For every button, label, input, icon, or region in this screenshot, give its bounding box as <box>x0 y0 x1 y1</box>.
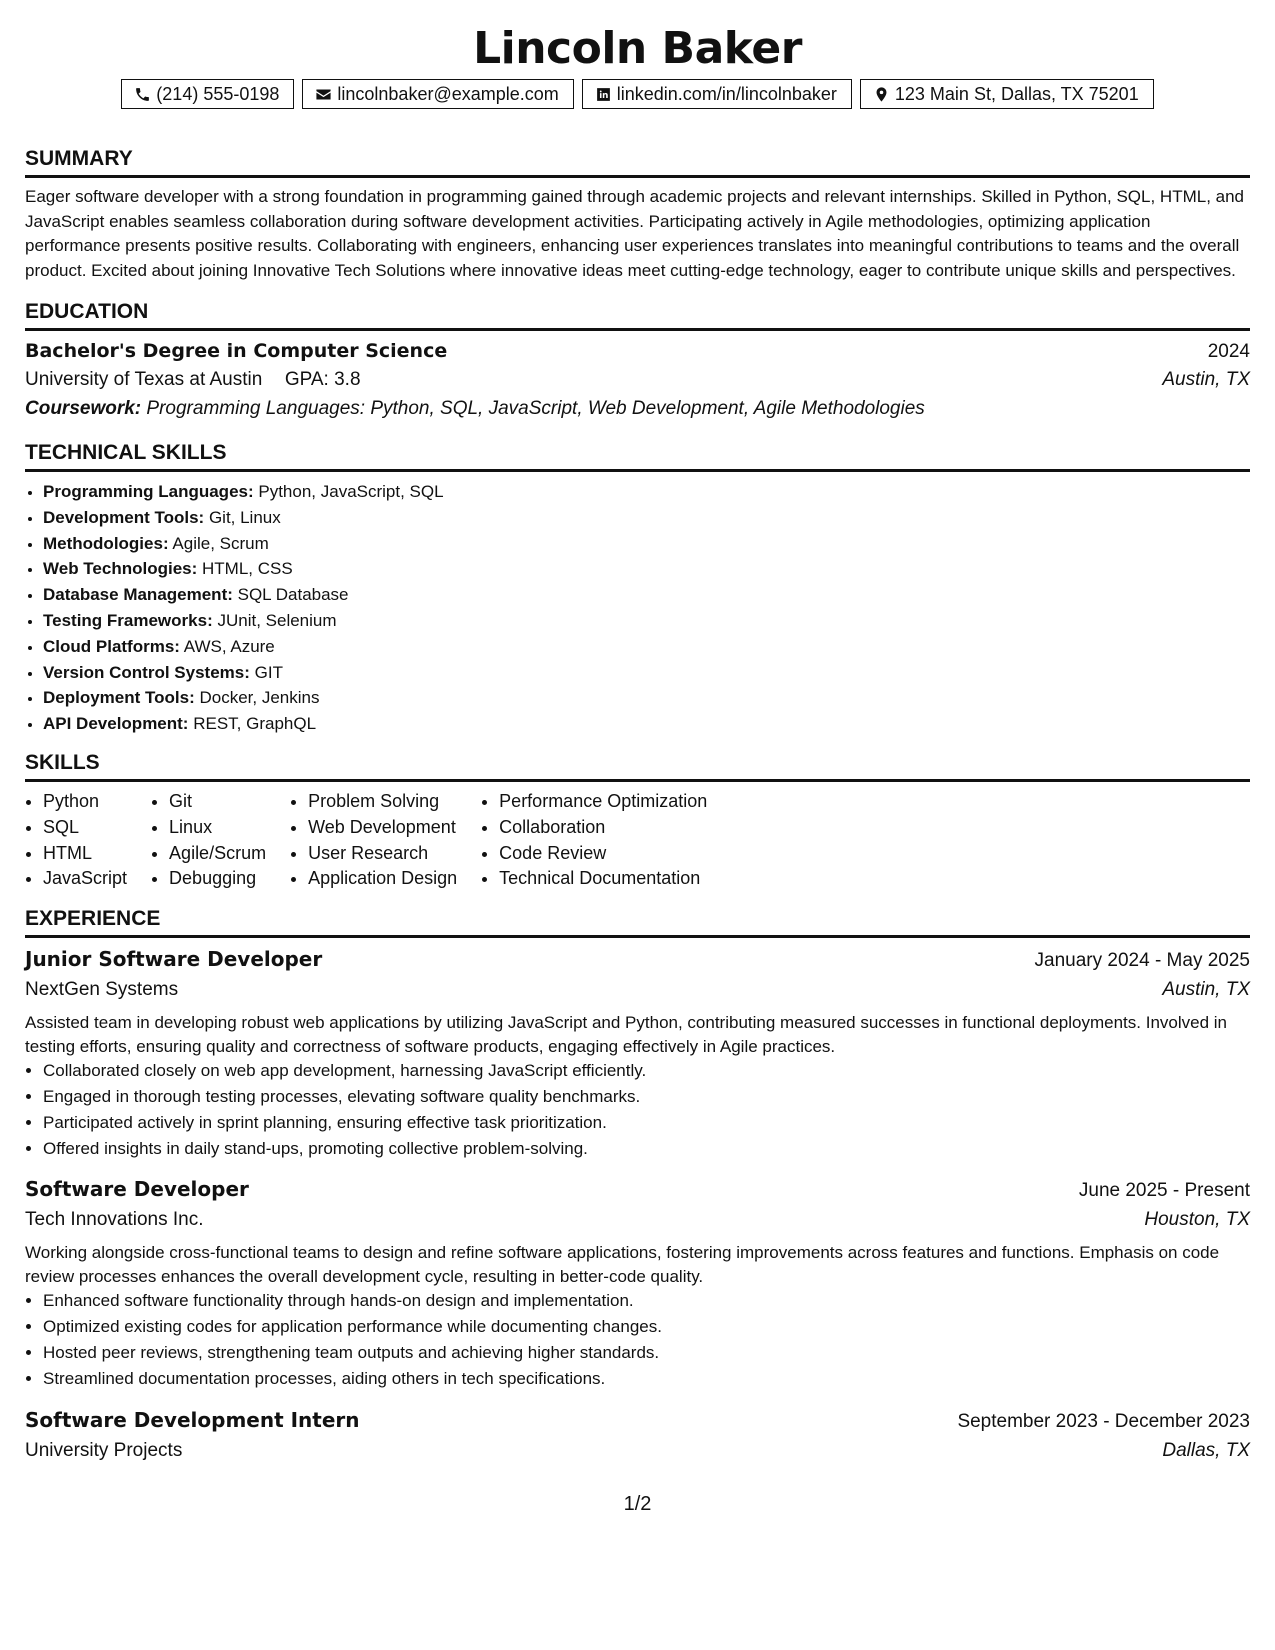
technical-skills-list <box>25 479 1250 737</box>
list-item: • User Research <box>308 841 457 867</box>
summary-section <box>25 146 1250 283</box>
candidate-name: Lincoln Baker <box>473 23 802 74</box>
school-location: Austin, TX <box>1162 369 1250 390</box>
job-entry <box>25 945 1250 1161</box>
list-item: • Agile/Scrum <box>169 841 266 867</box>
list-item: • Streamlined documentation processes, aiding others in tech specifications. <box>43 1366 1250 1392</box>
gpa: GPA: 3.8 <box>284 369 361 390</box>
coursework-label: Coursework: <box>25 398 142 419</box>
list-item: • Code Review <box>499 841 707 867</box>
list-item: • Database Management: SQL Database <box>43 582 1250 608</box>
job-location: Houston, TX <box>1144 1209 1250 1231</box>
list-item: • Participated actively in sprint planning, ensuring effective task prioritization. <box>43 1110 1250 1136</box>
linkedin-text: linkedin.com/in/lincolnbaker <box>616 83 837 104</box>
list-item: • Linux <box>169 815 266 841</box>
contact-phone[interactable] <box>121 79 294 109</box>
list-item: • JavaScript <box>43 866 127 892</box>
job-entry <box>25 1175 1250 1391</box>
company-name: University Projects <box>25 1439 183 1461</box>
contact-linkedin[interactable] <box>582 79 852 109</box>
list-item: • Offered insights in daily stand-ups, promoting collective problem-solving. <box>43 1136 1250 1162</box>
contact-email[interactable] <box>302 79 573 109</box>
skills-column-3 <box>290 789 457 892</box>
summary-heading: SUMMARY <box>25 146 1250 178</box>
list-item: • Hosted peer reviews, strengthening team outputs and achieving higher standards. <box>43 1340 1250 1366</box>
job-location: Dallas, TX <box>1162 1439 1250 1461</box>
job-description: Assisted team in developing robust web applications by utilizing JavaScript and Python, contributing measured successes in functional deployments. Involved in testing efforts, ensuring quality and correctness of software products, engaging effectively in Agile practices. <box>25 1013 1228 1056</box>
phone-text: (214) 555-0198 <box>156 83 280 104</box>
page-number: 1/2 <box>623 1493 652 1515</box>
company-name: NextGen Systems <box>25 979 179 1001</box>
phone-icon <box>134 86 151 103</box>
job-bullets <box>25 1288 1250 1391</box>
list-item: • Version Control Systems: GIT <box>43 660 1250 686</box>
education-section <box>25 299 1250 423</box>
job-description: Working alongside cross-functional teams to design and refine software applications, fostering improvements across features and functions. Emphasis on code review processes enhances the overall development cycle, resulting in better-code quality. <box>25 1243 1220 1286</box>
skills-column-1 <box>25 789 127 892</box>
job-dates: September 2023 - December 2023 <box>957 1410 1250 1432</box>
technical-skills-section <box>25 440 1250 737</box>
list-item: • Methodologies: Agile, Scrum <box>43 531 1250 557</box>
address-text: 123 Main St, Dallas, TX 75201 <box>894 83 1139 104</box>
list-item: • Git <box>169 789 266 815</box>
job-title: Software Development Intern <box>25 1407 360 1432</box>
list-item: • API Development: REST, GraphQL <box>43 711 1250 737</box>
list-item: • Programming Languages: Python, JavaScript, SQL <box>43 479 1250 505</box>
coursework-text: Programming Languages: Python, SQL, JavaScript, Web Development, Agile Methodologies <box>146 398 925 419</box>
list-item: • Problem Solving <box>308 789 457 815</box>
education-heading: EDUCATION <box>25 299 1250 331</box>
list-item: • Engaged in thorough testing processes, elevating software quality benchmarks. <box>43 1084 1250 1110</box>
envelope-icon <box>315 86 332 103</box>
experience-heading: EXPERIENCE <box>25 906 1250 938</box>
map-pin-icon <box>873 86 890 103</box>
job-bullets <box>25 1058 1250 1161</box>
list-item: • HTML <box>43 841 127 867</box>
linkedin-icon <box>595 86 612 103</box>
list-item: • Testing Frameworks: JUnit, Selenium <box>43 608 1250 634</box>
list-item: • Optimized existing codes for application performance while documenting changes. <box>43 1314 1250 1340</box>
list-item: • Enhanced software functionality through hands-on design and implementation. <box>43 1288 1250 1314</box>
technical-skills-heading: TECHNICAL SKILLS <box>25 440 1250 472</box>
company-name: Tech Innovations Inc. <box>25 1209 204 1231</box>
list-item: • SQL <box>43 815 127 841</box>
list-item: • Debugging <box>169 866 266 892</box>
contact-bar <box>25 79 1250 109</box>
list-item: • Collaboration <box>499 815 707 841</box>
job-dates: June 2025 - Present <box>1078 1180 1250 1202</box>
skills-section <box>25 750 1250 892</box>
list-item: • Development Tools: Git, Linux <box>43 505 1250 531</box>
skills-column-4 <box>481 789 707 892</box>
list-item: • Web Technologies: HTML, CSS <box>43 556 1250 582</box>
list-item: • Technical Documentation <box>499 866 707 892</box>
skills-column-2 <box>151 789 266 892</box>
list-item: • Deployment Tools: Docker, Jenkins <box>43 685 1250 711</box>
list-item: • Performance Optimization <box>499 789 707 815</box>
skills-heading: SKILLS <box>25 750 1250 782</box>
contact-address[interactable] <box>860 79 1154 109</box>
email-text: lincolnbaker@example.com <box>337 83 559 104</box>
list-item: • Collaborated closely on web app development, harnessing JavaScript efficiently. <box>43 1058 1250 1084</box>
summary-text: Eager software developer with a strong foundation in programming gained through academic projects and relevant internships. Skilled in Python, SQL, HTML, and JavaScript enables seamless collaboration during software development activities. Participating actively in Agile methodologies, optimizing application performance presents positive results. Collaborating with engineers, enhancing user experiences translates into meaningful contributions to teams and the overall product. Excited about joining Innovative Tech Solutions where innovative ideas meet cutting-edge technology, eager to contribute unique skills and perspectives. <box>25 187 1245 280</box>
school-name: University of Texas at Austin <box>25 369 263 390</box>
job-title: Junior Software Developer <box>25 947 323 972</box>
degree-name: Bachelor's Degree in Computer Science <box>25 340 448 362</box>
job-entry <box>25 1406 1250 1466</box>
job-title: Software Developer <box>25 1177 249 1202</box>
job-dates: January 2024 - May 2025 <box>1034 950 1250 972</box>
list-item: • Cloud Platforms: AWS, Azure <box>43 634 1250 660</box>
list-item: • Web Development <box>308 815 457 841</box>
experience-section <box>25 906 1250 1465</box>
list-item: • Python <box>43 789 127 815</box>
list-item: • Application Design <box>308 866 457 892</box>
job-location: Austin, TX <box>1162 979 1250 1001</box>
graduation-year: 2024 <box>1207 341 1250 362</box>
